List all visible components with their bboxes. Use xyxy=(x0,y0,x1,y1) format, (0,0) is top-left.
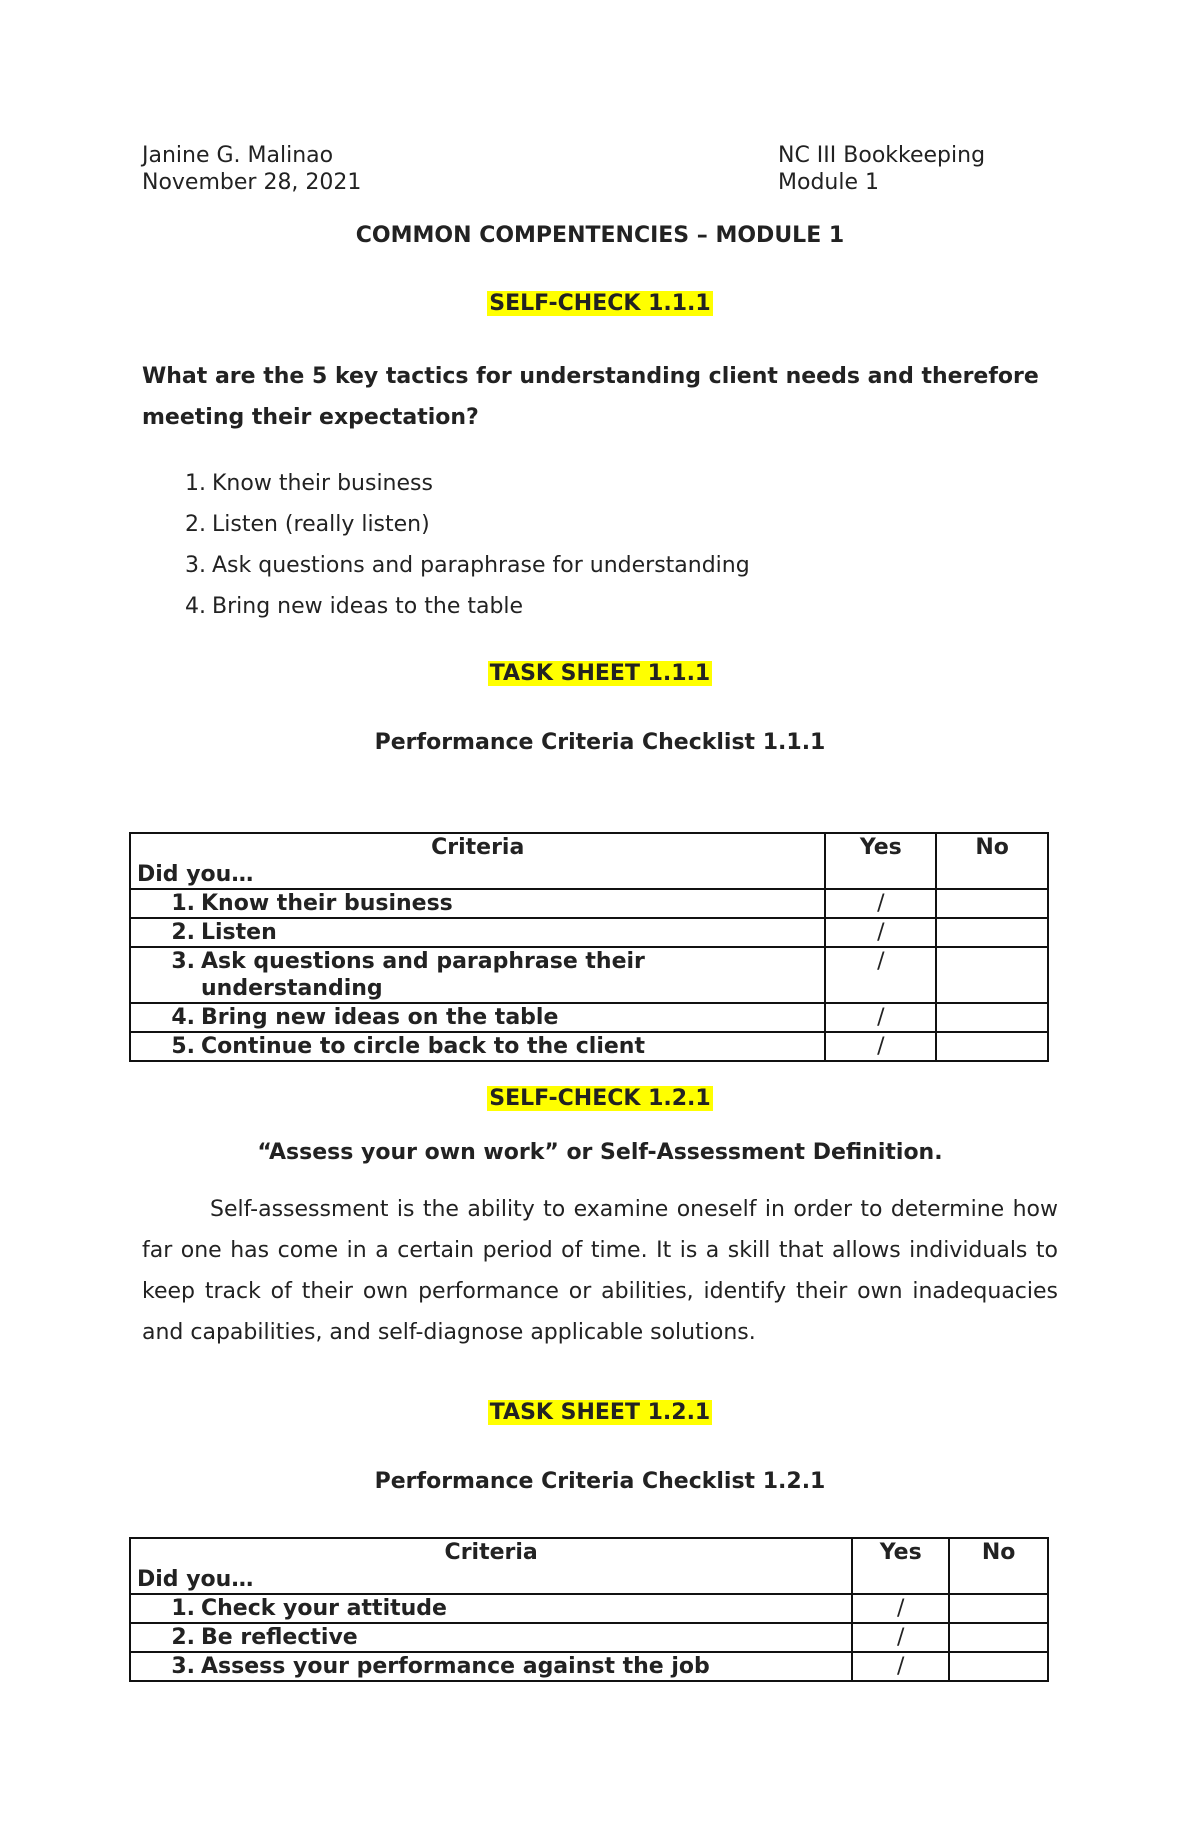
checklist-2-title: Performance Criteria Checklist 1.2.1 xyxy=(374,1469,826,1494)
self-check-1-label: SELF-CHECK 1.1.1 xyxy=(489,291,711,316)
did-you-label: Did you… xyxy=(137,1567,254,1592)
document-date: November 28, 2021 xyxy=(142,170,362,195)
table-row: 2. Be reflective / xyxy=(130,1623,1048,1652)
criteria-header: Criteria xyxy=(444,1540,538,1565)
list-item: 3. Ask questions and paraphrase for understanding xyxy=(185,553,750,578)
yes-mark: / xyxy=(825,918,936,947)
no-mark xyxy=(949,1652,1048,1681)
self-check-1-question: What are the 5 key tactics for understanding client needs and therefore meeting their expectation? xyxy=(142,364,1039,430)
module-name: Module 1 xyxy=(778,170,879,195)
yes-mark: / xyxy=(825,889,936,918)
no-mark xyxy=(949,1623,1048,1652)
self-check-2-subtitle: “Assess your own work” or Self-Assessment Definition. xyxy=(257,1140,943,1165)
no-mark xyxy=(949,1594,1048,1623)
yes-mark: / xyxy=(852,1623,949,1652)
yes-mark: / xyxy=(825,1032,936,1061)
self-check-2-label: SELF-CHECK 1.2.1 xyxy=(489,1086,711,1111)
checklist-table-1 xyxy=(129,832,1049,1062)
table-row: 1. Know their business / xyxy=(130,889,1048,918)
did-you-label: Did you… xyxy=(137,862,254,887)
checklist-1-title: Performance Criteria Checklist 1.1.1 xyxy=(374,730,826,755)
yes-mark: / xyxy=(825,1003,936,1032)
course-name: NC III Bookkeeping xyxy=(778,143,986,168)
self-check-2-heading xyxy=(0,1086,1200,1111)
list-item: 4. Bring new ideas to the table xyxy=(185,594,524,619)
table-header-row xyxy=(130,1538,1048,1594)
author-name: Janine G. Malinao xyxy=(142,143,334,168)
answer-list xyxy=(142,463,750,627)
yes-mark: / xyxy=(825,947,936,1003)
table-row: 2. Listen / xyxy=(130,918,1048,947)
course-block xyxy=(778,142,985,196)
no-header: No xyxy=(949,1538,1048,1594)
self-check-1-heading xyxy=(0,291,1200,316)
yes-header: Yes xyxy=(825,833,936,889)
table-row: 3. Ask questions and paraphrase their understanding / xyxy=(130,947,1048,1003)
list-item: 1. Know their business xyxy=(185,471,433,496)
yes-mark: / xyxy=(852,1594,949,1623)
table-row: 3. Assess your performance against the job / xyxy=(130,1652,1048,1681)
list-item: 2. Listen (really listen) xyxy=(185,512,430,537)
no-header: No xyxy=(936,833,1048,889)
page-title: COMMON COMPENTENCIES – MODULE 1 xyxy=(355,223,845,248)
yes-header: Yes xyxy=(852,1538,949,1594)
author-block xyxy=(142,142,361,196)
no-mark xyxy=(936,1032,1048,1061)
checklist-table-2 xyxy=(129,1537,1049,1682)
no-mark xyxy=(936,947,1048,1003)
no-mark xyxy=(936,1003,1048,1032)
table-row: 4. Bring new ideas on the table / xyxy=(130,1003,1048,1032)
yes-mark: / xyxy=(852,1652,949,1681)
task-sheet-1-heading xyxy=(0,661,1200,686)
self-assessment-paragraph: Self-assessment is the ability to examine oneself in order to determine how far one has come in a certain period of time. It is a skill that allows individuals to keep track of their own performance or abilities, identify their own inadequacies and capabilities, and self-diagnose applicable solutions. xyxy=(142,1197,1058,1345)
table-row: 1. Check your attitude / xyxy=(130,1594,1048,1623)
task-sheet-1-label: TASK SHEET 1.1.1 xyxy=(489,661,711,686)
criteria-header: Criteria xyxy=(431,835,525,860)
table-header-row xyxy=(130,833,1048,889)
task-sheet-2-heading xyxy=(0,1400,1200,1425)
table-row: 5. Continue to circle back to the client / xyxy=(130,1032,1048,1061)
no-mark xyxy=(936,889,1048,918)
task-sheet-2-label: TASK SHEET 1.2.1 xyxy=(489,1400,711,1425)
no-mark xyxy=(936,918,1048,947)
